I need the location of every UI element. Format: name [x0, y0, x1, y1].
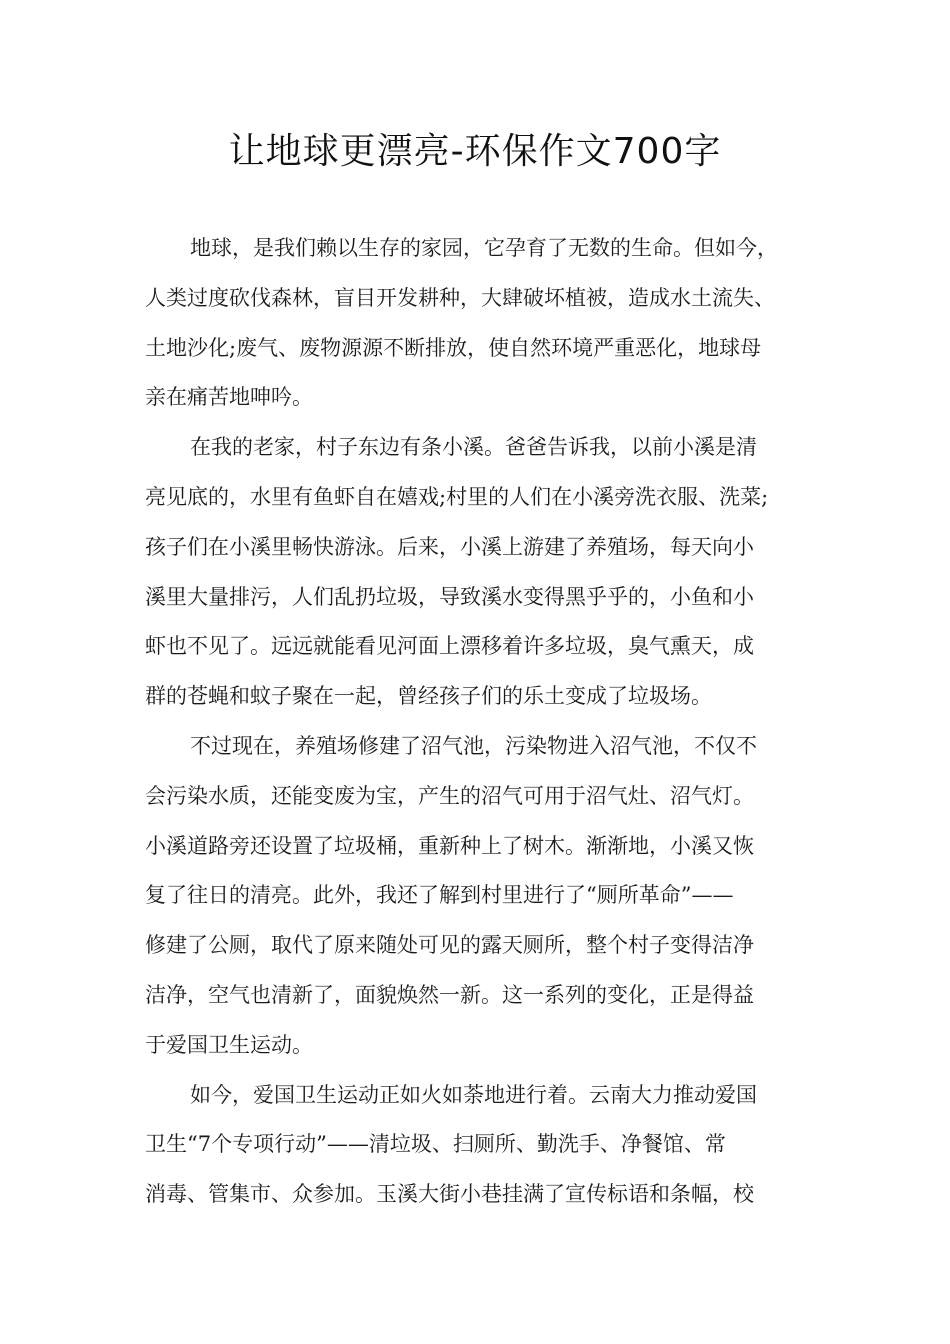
text-line: 小溪道路旁还设置了垃圾桶，重新种上了树木。渐渐地，小溪又恢: [145, 833, 754, 858]
text-line: 消毒、管集市、众参加。玉溪大街小巷挂满了宣传标语和条幅，校: [145, 1182, 754, 1207]
text-line: 群的苍蝇和蚊子聚在一起，曾经孩子们的乐土变成了垃圾场。: [145, 684, 712, 709]
page-title: 让地球更漂亮-环保作文700字: [228, 131, 722, 172]
text-line: 土地沙化;废气、废物源源不断排放，使自然环境严重恶化，地球母: [145, 335, 762, 360]
text-line: 修建了公厕，取代了原来随处可见的露天厕所，整个村子变得洁净: [145, 933, 754, 958]
text-line: 地球，是我们赖以生存的家园，它孕育了无数的生命。但如今，: [190, 236, 778, 260]
paragraph-4: [145, 1071, 817, 1220]
paragraph-2: [145, 423, 817, 722]
text-line: 不过现在，养殖场修建了沼气池，污染物进入沼气池，不仅不: [190, 733, 757, 758]
text-line: 洁净，空气也清新了，面貌焕然一新。这一系列的变化，正是得益: [145, 982, 754, 1007]
text-line: 溪里大量排污，人们乱扔垃圾，导致溪水变得黑乎乎的，小鱼和小: [145, 584, 754, 609]
article-body: [145, 224, 817, 1220]
text-line: 亲在痛苦地呻吟。: [145, 385, 313, 410]
text-line: 复了往日的清亮。此外，我还了解到村里进行了“厕所革命”——: [145, 883, 734, 908]
text-line: 虾也不见了。远远就能看见河面上漂移着许多垃圾，臭气熏天，成: [145, 634, 754, 659]
text-line: 如今，爱国卫生运动正如火如荼地进行着。云南大力推动爱国: [190, 1082, 757, 1107]
text-line: 于爱国卫生运动。: [145, 1032, 313, 1057]
text-line: 会污染水质，还能变废为宝，产生的沼气可用于沼气灶、沼气灯。: [145, 783, 754, 808]
text-line: 孩子们在小溪里畅快游泳。后来，小溪上游建了养殖场，每天向小: [145, 534, 754, 559]
text-line: 在我的老家，村子东边有条小溪。爸爸告诉我，以前小溪是清: [190, 435, 757, 460]
text-line: 卫生“7个专项行动”——清垃圾、扫厕所、勤洗手、净餐馆、常: [145, 1132, 726, 1157]
text-line: 人类过度砍伐森林，盲目开发耕种，大肆破坏植被，造成水土流失、: [145, 285, 775, 310]
paragraph-3: [145, 722, 817, 1071]
paragraph-1: [145, 224, 817, 423]
text-line: 亮见底的，水里有鱼虾自在嬉戏;村里的人们在小溪旁洗衣服、洗菜;: [145, 484, 769, 509]
